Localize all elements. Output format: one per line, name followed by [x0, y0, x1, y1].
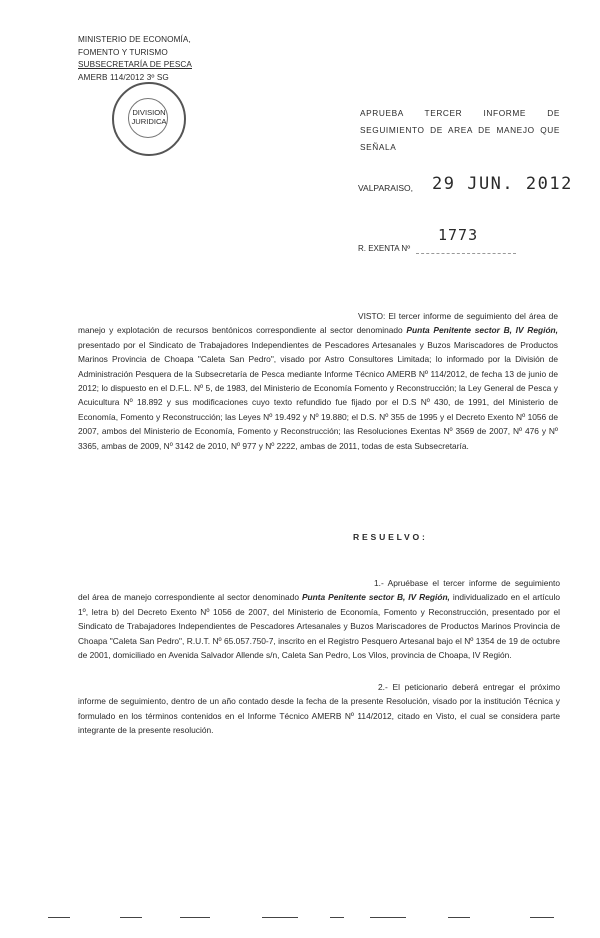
resolution-item-1: 1.- Apruébase el tercer informe de seguimiento del área de manejo correspondiente al sector denominado Punta Penitente sector B, IV Región, individualizado en el artículo 1º, letra b) del Decreto Exento Nº 1056 de 2007, del Ministerio de Economía, Fomento y Reconstrucción, presentado por el Sindicato de Trabajadores Independientes de Pescadores Artesanales y Buzos Mariscadores de Productos Marinos Provincia de Choapa "Caleta San Pedro", R.U.T. Nº 65.057.750-7, inscrito en el Registro Pesquero Artesanal bajo el Nº 1354 de 19 de octubre de 2001, domiciliado en Avenida Salvador Allende s/n, Caleta San Pedro, Los Vilos, provincia de Choapa, IV Región.: [78, 578, 560, 661]
stamp-line-1: DIVISION: [132, 108, 166, 117]
footer-line: [48, 917, 70, 918]
footer-line: [530, 917, 554, 918]
footer-line: [370, 917, 406, 918]
header-line-ministry: MINISTERIO DE ECONOMÍA,: [78, 35, 191, 44]
header-line-file-ref: AMERB 114/2012 3º SG: [78, 72, 169, 82]
header-line-ministry-2: FOMENTO Y TURISMO: [78, 47, 168, 57]
item-1-lead: 1.- Apruébase el tercer informe de: [374, 578, 511, 588]
footer-line: [448, 917, 470, 918]
header-line-subsecretaria: SUBSECRETARÍA DE PESCA: [78, 60, 192, 69]
resolution-label: R. EXENTA Nº: [358, 244, 411, 253]
resolution-item-2: 2.- El peticionario deberá entregar el próximo informe de seguimiento, dentro de un año contado desde la fecha de la presente Resolución, visado por la institución Técnica y formulado en los términos contenidos en el Informe Técnico AMERB Nº 114/2012, citado en Visto, el cual se considera parte integrante de la presente resolución.: [78, 682, 560, 736]
visto-paragraph: VISTO: El tercer informe de seguimiento del área de manejo y explotación de recursos bentónicos correspondiente al sector denominado Punta Penitente sector B, IV Región, presentado por el Sindicato de Trabajadores Independientes de Pescadores Artesanales y Buzos Mariscadores de Productos Marinos Provincia de Choapa "Caleta San Pedro", visado por Astro Consultores Limitada; lo informado por la División de Administración Pesquera de la Subsecretaría de Pesca mediante Informe Técnico AMERB Nº 114/2012, de fecha 13 de junio de 2012; lo dispuesto en el D.F.L. Nº 5, de 1983, del Ministerio de Economía Fomento y Reconstrucción; la Ley General de Pesca y Acuicultura Nº 18.892 y sus modificaciones cuyo texto refundido fue fijado por el D.S Nº 430, de 1991, del Ministerio de Economía, Fomento y Reconstrucción; las Leyes Nº 19.492 y Nº 19.880; el D.S. Nº 355 de 1995 y el Decreto Exento Nº 1056 de 2007, ambos del Ministerio de Economía, Fomento y Reconstrucción; las Resoluciones Exentas Nº 3569 de 2007, Nº 476 y Nº 3365, ambas de 2009, Nº 3142 de 2010, Nº 977 y Nº 2222, ambas de 2011, todas de esta Subsecretaría.: [78, 311, 558, 451]
stamped-date: 29 JUN. 2012: [432, 174, 573, 194]
sector-name-item-1: Punta Penitente sector B, IV Región,: [301, 592, 450, 603]
division-juridica-stamp: [112, 82, 186, 156]
sector-name: Punta Penitente sector B, IV Región,: [406, 325, 558, 336]
footer-line: [330, 917, 344, 918]
footer-line: [120, 917, 142, 918]
item-2-lead: 2.- El peticionario deberá entregar el: [378, 682, 526, 692]
resolution-reference: APRUEBA TERCER INFORME DE SEGUIMIENTO DE AREA DE MANEJO QUE SEÑALA: [360, 108, 560, 152]
visto-lead: VISTO: El tercer informe de seguimiento: [358, 311, 512, 321]
footer-line: [180, 917, 210, 918]
stamp-line-2: JURIDICA: [131, 117, 167, 126]
ministry-header: [78, 34, 238, 84]
resolution-number-line: [416, 253, 516, 254]
place-label: VALPARAISO,: [358, 183, 413, 193]
footer-line: [262, 917, 298, 918]
resolution-number: 1773: [438, 226, 479, 244]
resuelvo-heading: RESUELVO:: [353, 532, 428, 542]
